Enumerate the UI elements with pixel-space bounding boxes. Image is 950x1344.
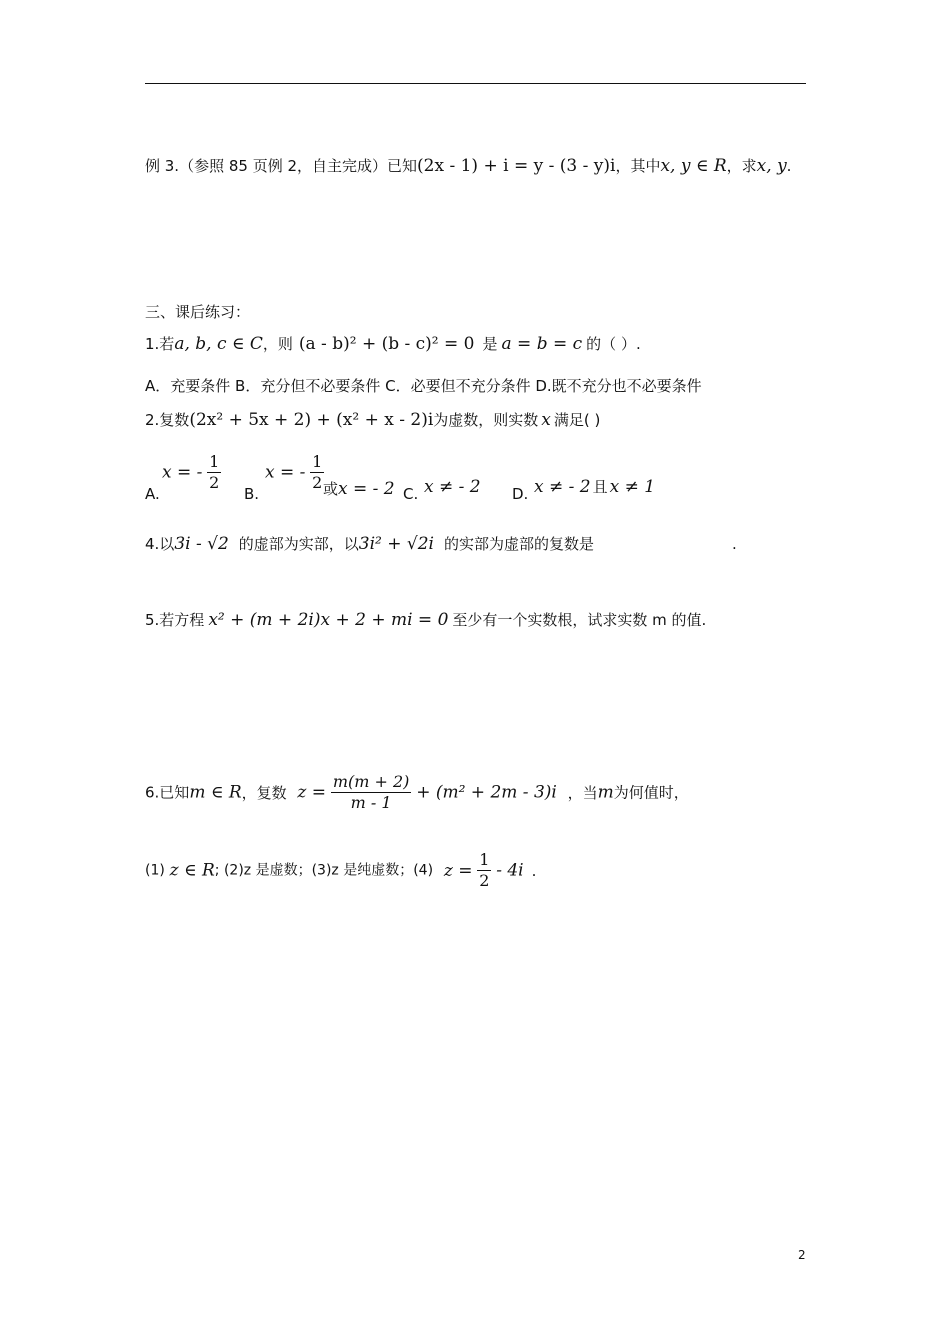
q4-prefix: 4.以 <box>145 535 175 553</box>
q6-fraction <box>331 772 412 813</box>
q4-end: . <box>732 535 737 553</box>
q2-option-b-numerator: 1 <box>312 452 323 471</box>
q1-set: a, b, c ∈ C <box>174 334 263 354</box>
q6-z-rest: + (m² + 2m - 3)i <box>416 782 557 803</box>
q4-expr1: 3i - √2 <box>174 534 229 554</box>
q2-option-d-label: D. <box>512 485 529 503</box>
q2-option-a-fraction <box>207 452 221 493</box>
q6-part-1-expr: z ∈ R <box>169 860 215 881</box>
q2-option-a-numerator: 1 <box>209 452 220 471</box>
q2-option-d-expr2: x ≠ 1 <box>609 477 656 497</box>
header-rule <box>145 83 806 84</box>
q6-condition: m ∈ R <box>189 782 242 803</box>
question-1 <box>145 334 641 354</box>
q2-option-a <box>162 452 221 493</box>
q2-suffix: 满足( ) <box>553 411 601 429</box>
q5-suffix: 至少有一个实数根，试求实数 m 的值. <box>452 611 707 629</box>
q5-equation: x² + (m + 2i)x + 2 + mi = 0 <box>208 610 449 630</box>
q2-option-c-label: C. <box>403 485 419 503</box>
q6-part-4-numerator: 1 <box>479 850 490 869</box>
q2-var: x <box>541 410 551 430</box>
q6-prefix: 6.已知 <box>145 783 190 802</box>
q6-part-1-label: (1) <box>145 862 165 879</box>
q2-option-d <box>534 477 655 497</box>
question-2 <box>145 410 600 430</box>
page-number: 2 <box>798 1248 806 1262</box>
q2-option-d-and: 且 <box>592 478 608 496</box>
q2-prefix: 2.复数 <box>145 411 190 429</box>
q6-part-4-denominator: 2 <box>479 871 490 890</box>
question-1-options: A．充要条件 B．充分但不必要条件 C．必要但不充分条件 D.既不充分也不必要条件 <box>145 377 702 395</box>
example-3-equation: (2x - 1) + i = y - (3 - y)i <box>417 156 616 176</box>
question-6 <box>145 772 689 813</box>
q6-part-4-lhs: z = <box>443 860 473 881</box>
q2-option-b-lhs: x = - <box>265 462 306 483</box>
question-5 <box>145 610 706 630</box>
q6-suffix: 为何值时， <box>613 783 689 802</box>
q4-suffix: 的实部为虚部的复数是 <box>444 535 595 553</box>
q2-mid: 为虚数，则实数 <box>433 411 539 429</box>
example-3 <box>145 156 791 176</box>
q2-option-b-rest <box>323 479 395 499</box>
q2-option-a-lhs: x = - <box>162 462 203 483</box>
q2-option-d-expr1: x ≠ - 2 <box>534 477 591 497</box>
q6-when: ，当 <box>567 783 598 802</box>
q1-suffix: 的（ ）. <box>586 335 641 353</box>
q4-mid: 的虚部为实部，以 <box>238 535 359 553</box>
section-title: 三、课后练习： <box>145 303 251 321</box>
example-3-vars: x, y <box>756 156 787 176</box>
q1-condition: a = b = c <box>501 334 583 354</box>
q2-option-b-label: B. <box>244 485 260 503</box>
q2-option-b <box>265 452 324 493</box>
q6-fraction-denominator: m - 1 <box>331 792 412 813</box>
question-4 <box>145 534 737 554</box>
example-3-end: . <box>786 157 792 175</box>
q6-part-4-fraction <box>477 850 491 891</box>
example-3-mid: ，其中 <box>615 157 661 175</box>
example-3-prefix: 例 3.（参照 85 页例 2，自主完成）已知 <box>145 157 418 175</box>
q6-parts-middle: ; (2)z 是虚数；(3)z 是纯虚数；(4) <box>214 862 434 879</box>
q2-option-c-expr: x ≠ - 2 <box>424 477 481 497</box>
q2-option-b-denominator: 2 <box>312 473 323 492</box>
q1-is: 是 <box>482 335 498 353</box>
q5-prefix: 5.若方程 <box>145 611 205 629</box>
q2-option-a-denominator: 2 <box>209 473 220 492</box>
q6-parts-end: . <box>531 861 537 880</box>
q1-equation: (a - b)² + (b - c)² = 0 <box>298 334 475 354</box>
q2-option-c <box>424 477 481 497</box>
example-3-condition: x, y ∈ R <box>660 156 727 176</box>
q1-mid: ，则 <box>262 335 293 353</box>
q2-option-b-rhs: x = - 2 <box>338 479 395 499</box>
q6-fraction-numerator: m(m + 2) <box>332 772 410 791</box>
q2-option-b-or: 或 <box>323 480 339 498</box>
q6-mid: ，复数 <box>241 783 287 802</box>
q1-prefix: 1.若 <box>145 335 175 353</box>
example-3-ask: ，求 <box>726 157 757 175</box>
q6-z-lhs: z = <box>297 782 327 803</box>
q2-option-a-label: A. <box>145 485 160 503</box>
q2-expression: (2x² + 5x + 2) + (x² + x - 2)i <box>189 410 434 430</box>
q4-expr2: 3i² + √2i <box>358 534 434 554</box>
question-6-parts <box>145 850 536 891</box>
q6-var: m <box>597 782 614 803</box>
q6-part-4-rest: - 4i <box>496 860 524 881</box>
